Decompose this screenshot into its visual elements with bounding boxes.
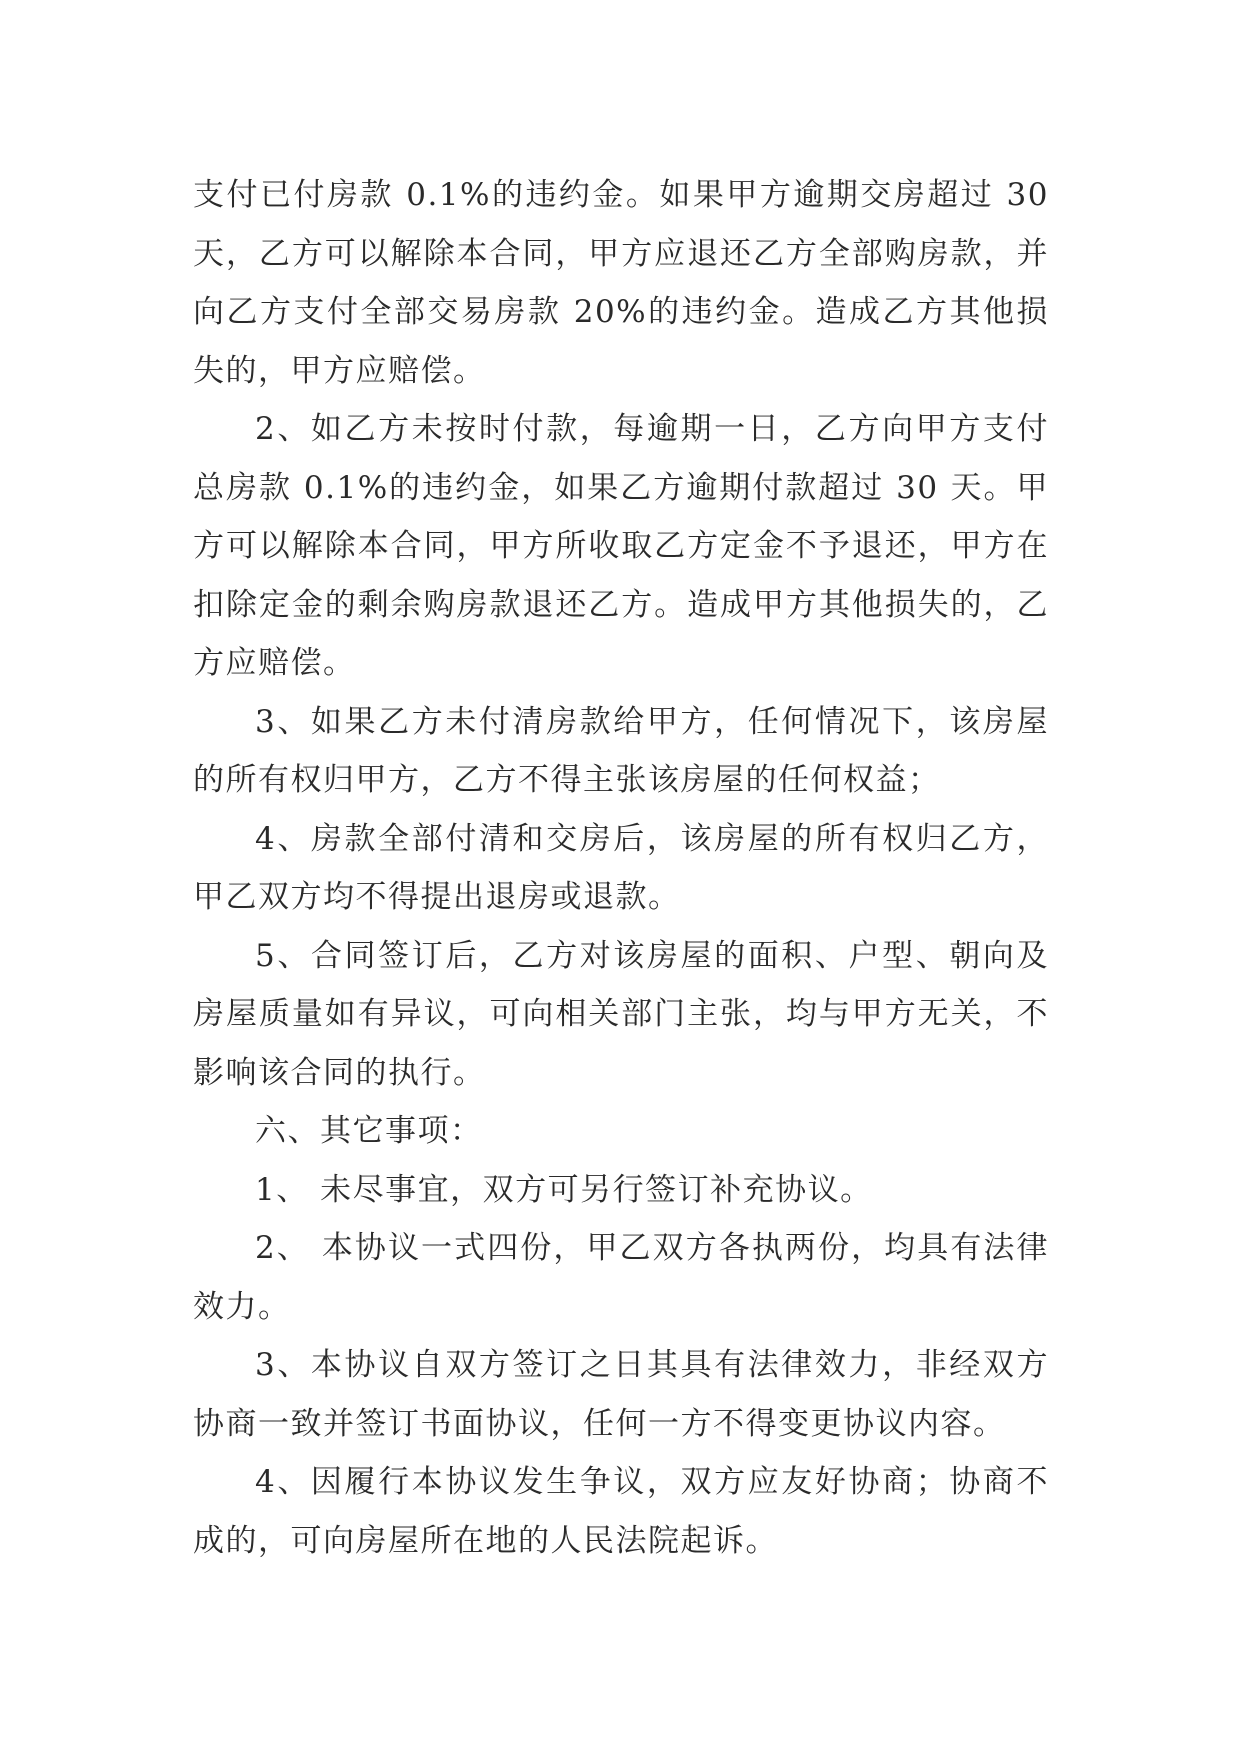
paragraph-penalty-continuation: 支付已付房款 0.1%的违约金。如果甲方逾期交房超过 30 天，乙方可以解除本合同，甲方应退还乙方全部购房款，并向乙方支付全部交易房款 20%的违约金。造成乙方其他损失的，甲方应赔偿。 — [193, 177, 1049, 389]
paragraph-clause-4: 4、房款全部付清和交房后，该房屋的所有权归乙方，甲乙双方均不得提出退房或退款。 — [193, 820, 1049, 915]
paragraph-other-4: 4、因履行本协议发生争议，双方应友好协商；协商不成的，可向房屋所在地的人民法院起诉。 — [193, 1464, 1049, 1559]
paragraph-clause-5: 5、合同签订后，乙方对该房屋的面积、户型、朝向及房屋质量如有异议，可向相关部门主张，均与甲方无关，不影响该合同的执行。 — [193, 937, 1049, 1091]
section-heading-other-matters: 六、其它事项： — [255, 1113, 483, 1149]
paragraph-other-3: 3、本协议自双方签订之日其具有法律效力，非经双方协商一致并签订书面协议，任何一方不得变更协议内容。 — [193, 1347, 1049, 1442]
paragraph-other-1: 1、 未尽事宜，双方可另行签订补充协议。 — [255, 1171, 873, 1208]
paragraph-other-2: 2、 本协议一式四份，甲乙双方各执两份，均具有法律效力。 — [193, 1230, 1049, 1325]
paragraph-clause-2: 2、如乙方未按时付款，每逾期一日，乙方向甲方支付总房款 0.1%的违约金，如果乙方逾期付款超过 30 天。甲方可以解除本合同，甲方所收取乙方定金不予退还，甲方在扣除定金的剩余购房款退还乙方。造成甲方其他损失的，乙方应赔偿。 — [193, 411, 1049, 681]
paragraph-clause-3: 3、如果乙方未付清房款给甲方，任何情况下，该房屋的所有权归甲方，乙方不得主张该房屋的任何权益； — [193, 703, 1049, 798]
document-body — [193, 166, 1049, 1570]
